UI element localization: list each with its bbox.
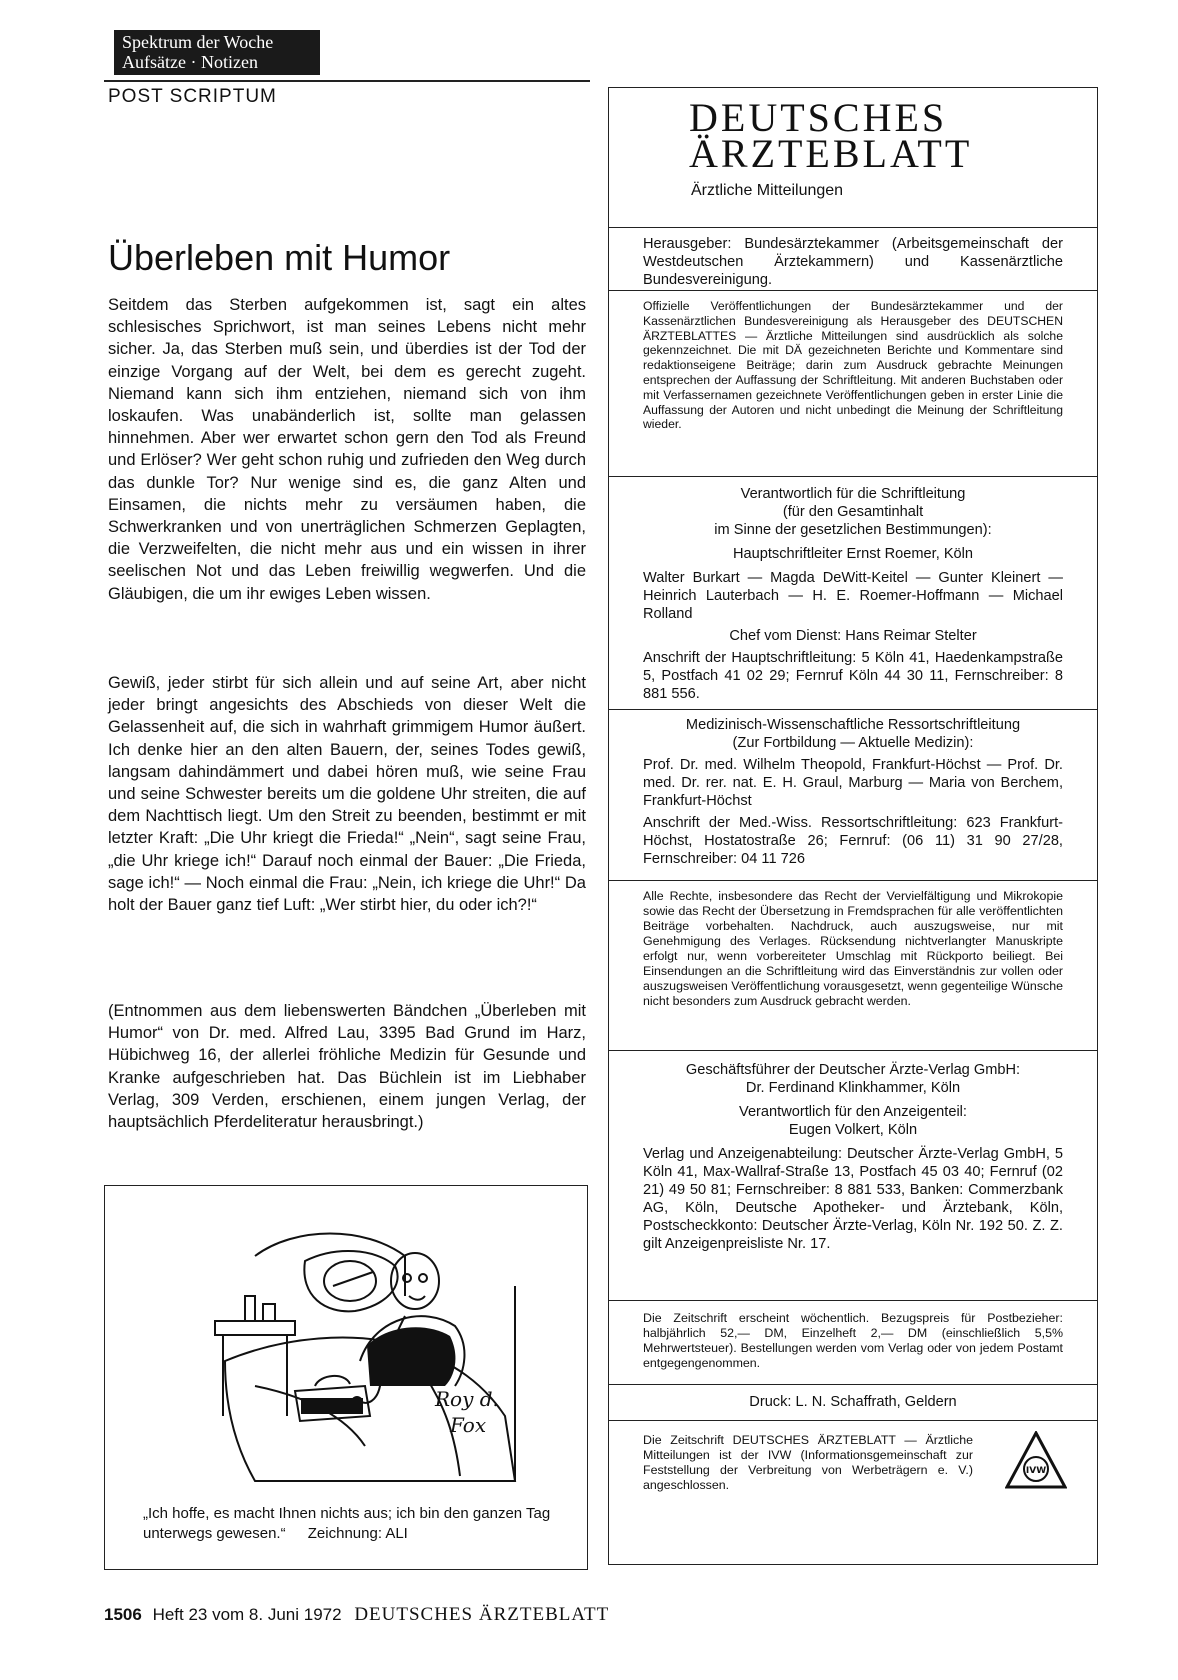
ivw-logo-icon	[1005, 1431, 1067, 1491]
herausgeber-text: Herausgeber: Bundesärztekammer (Arbeitsgemeinschaft der Westdeutschen Ärztekammern) und Kassenärztliche Bundesvereinigung.	[643, 236, 1063, 288]
masthead-subtitle: Ärztliche Mitteilungen	[691, 182, 844, 199]
masthead-title-line-1: DEUTSCHES	[689, 95, 948, 140]
article-paragraph-2: Gewiß, jeder stirbt für sich allein und auf seine Art, aber nicht jeder bringt angesichts des Abschieds von dieser Welt die Gelassenheit auf, die sich in wahrhaft grimmigem Humor äußert. Ich denke hier an den alten Bauern, der, seines Todes gewiß, langsam dahindämmert und dabei hören muß, wie seine Frau und seine Schwester bereits um die goldene Uhr streiten, die auf dem Nachttisch liegt. Um den Streit zu beenden, bestimmt er mit letzter Kraft: „Die Uhr kriegt die Frieda!“ „Nein“, sagt seine Frau, „die Uhr kriege ich!“ Darauf noch einmal der Bauer: „Die Frieda, sage ich!“ — Noch einmal die Frau: „Nein, ich kriege die Uhr!“ Da holt der Bauer ganz tief Luft: „Wer stirbt hier, du oder ich?!“	[108, 674, 586, 915]
rubric-line-1: Spektrum der Woche	[122, 32, 274, 52]
article-title: Überleben mit Humor	[108, 237, 451, 278]
footer-journal: DEUTSCHES ÄRZTEBLATT	[354, 1604, 610, 1625]
cartoon-signature-2: Fox	[450, 1413, 487, 1437]
med-line-2: (Zur Fortbildung — Aktuelle Medizin):	[732, 735, 974, 751]
rechte-text: Alle Rechte, insbesondere das Recht der Vervielfältigung und Mikrokopie sowie das Recht der Übersetzung in Fremdsprachen für alle veröffentlichten Beiträge vorbehalten. Nachdruck, auch auszugsweise, nur mit Genehmigung des Verlages. Rücksendung nichtverlangter Manuskripte erfolgt nur, wenn vorbereiteter Umschlag mit Rückporto beiliegt. Bei Einsendungen an die Schriftleitung wird das Einverständnis zur vollen oder auszugsweisen Veröffentlichung vorausgesetzt, wenn gegenteilige Wünsche nicht besonders zum Ausdruck gebracht werden.	[643, 889, 1063, 1008]
impressum-herausgeber	[609, 231, 1097, 291]
article-paragraph-1: Seitdem das Sterben aufgekommen ist, sagt ein altes schlesisches Sprichwort, ist man seines Lebens nicht mehr sicher. Ja, das Sterben muß sein, und überdies ist der Tod der einzige Vorgang auf der Welt, bei dem es gerecht zugeht. Niemand kann sich ihm entziehen, niemand sich von ihm loskaufen. Was unabänderlich ist, sollte man gelassen hinnehmen. Aber wer erwartet schon gern den Tod als Freund und Erlöser? Wer geht schon ruhig und zufrieden den Weg durch das dunkle Tor? Nur wenige sind es, die ganz Alten und Einsamen, die nichts mehr zu versäumen haben, die Schwerkranken und von unerträglichen Schmerzen Geplagten, die Verzweifelten, die nicht mehr aus und ein wissen in ihrer seelischen Not und das Leben freiwillig wegwerfen. Und die Gläubigen, die um ihr ewiges Leben wissen.	[108, 296, 586, 603]
verlag-text: Verlag und Anzeigenabteilung: Deutscher Ärzte-Verlag GmbH, 5 Köln 41, Max-Wallraf-Straße 13, Postfach 45 03 40; Fernruf (02 21) 49 50 81; Fernschreiber: 8 881 533, Banken: Commerzbank AG, Köln, Deutsche Apotheker- und Ärztebank, Köln, Postscheckkonto: Deutscher Ärzte-Verlag, Köln Nr. 192 50. Z. Z. gilt Anzeigenpreisliste Nr. 17.	[643, 1146, 1063, 1252]
anschrift-hauptschriftleitung: Anschrift der Hauptschriftleitung: 5 Köln 41, Haedenkampstraße 5, Postfach 41 02 29; Fernruf Köln 44 30 11, Fernschreiber: 8 881 556.	[643, 650, 1063, 702]
page-footer	[104, 1604, 609, 1626]
verantwortlich-line-3: im Sinne der gesetzlichen Bestimmungen):	[714, 522, 992, 538]
rubric-box	[114, 30, 320, 75]
caption-text: „Ich hoffe, es macht Ihnen nichts aus; ich bin den ganzen Tag unterwegs gewesen.“	[143, 1505, 551, 1542]
redakteure: Walter Burkart — Magda DeWitt-Keitel — Gunter Kleinert — Heinrich Lauterbach — H. E. Roemer-Hoffmann — Michael Rolland	[643, 570, 1063, 622]
section-label: POST SCRIPTUM	[108, 86, 277, 107]
impressum-bezug	[609, 1301, 1097, 1385]
cartoon-caption	[143, 1504, 563, 1544]
bezug-text: Die Zeitschrift erscheint wöchentlich. Bezugspreis für Postbezieher: halbjährlich 52,— DM, Einzelheft 2,— DM (einschließlich 5,5% Mehrwertsteuer). Bestellungen werden vom Verlag oder von jedem Postamt entgegengenommen.	[643, 1311, 1063, 1370]
masthead-title-line-2: ÄRZTEBLATT	[689, 131, 973, 176]
med-line-1: Medizinisch-Wissenschaftliche Ressortschriftleitung	[685, 717, 1021, 733]
ivw-logo-text: IVW	[1025, 1466, 1047, 1476]
geschaeftsfuehrer-line-2: Dr. Ferdinand Klinkhammer, Köln	[745, 1080, 961, 1096]
cartoon-drawing	[105, 1186, 589, 1496]
impressum-box	[608, 87, 1098, 1565]
anzeigen-line-2: Eugen Volkert, Köln	[788, 1122, 918, 1138]
header-rule	[104, 80, 590, 82]
masthead	[609, 88, 1097, 228]
verantwortlich-line-1: Verantwortlich für die Schriftleitung	[740, 486, 966, 502]
impressum-ivw	[609, 1421, 1097, 1501]
impressum-schriftleitung	[609, 477, 1097, 710]
impressum-offizielle	[609, 291, 1097, 477]
anzeigen-line-1: Verantwortlich für den Anzeigenteil:	[739, 1104, 967, 1120]
verantwortlich-line-2: (für den Gesamtinhalt	[782, 504, 924, 520]
med-anschrift: Anschrift der Med.-Wiss. Ressortschriftleitung: 623 Frankfurt-Höchst, Hostatostraße 26; Fernruf: (06 11) 31 90 27/28, Fernschreiber: 04 11 726	[643, 815, 1063, 867]
issue-info: Heft 23 vom 8. Juni 1972	[152, 1605, 342, 1624]
impressum-druck	[609, 1385, 1097, 1421]
impressum-med-wiss	[609, 710, 1097, 881]
offizielle-text: Offizielle Veröffentlichungen der Bundesärztekammer und der Kassenärztlichen Bundesvereinigung als Herausgeber des DEUTSCHEN ÄRZTEBLATTES — Ärztliche Mitteilungen sind ausdrücklich als solche gekennzeichnet. Die mit DÄ gezeichneten Berichte und Kommentare sind redaktionseigene Beiträge; darin zum Ausdruck gebrachte Meinungen entsprechen der Auffassung der Schriftleitung. Mit anderen Buchstaben oder mit Verfassernamen gezeichnete Veröffentlichungen geben in erster Linie die Auffassung der Autoren und nicht unbedingt die Meinung der Schriftleitung wieder.	[643, 299, 1063, 432]
cartoon-frame	[104, 1185, 588, 1570]
med-namen: Prof. Dr. med. Wilhelm Theopold, Frankfurt-Höchst — Prof. Dr. med. Dr. rer. nat. E. H. Graul, Marburg — Maria von Berchem, Frankfurt-Höchst	[643, 757, 1063, 809]
chef-vom-dienst: Chef vom Dienst: Hans Reimar Stelter	[729, 628, 977, 644]
page-number: 1506	[104, 1605, 142, 1624]
rubric-line-2: Aufsätze · Notizen	[122, 52, 258, 72]
impressum-rechte	[609, 881, 1097, 1051]
impressum-verlag	[609, 1051, 1097, 1301]
druck-text: Druck: L. N. Schaffrath, Geldern	[749, 1394, 957, 1410]
hauptschriftleiter: Hauptschriftleiter Ernst Roemer, Köln	[732, 546, 974, 562]
article-paragraph-3: (Entnommen aus dem liebenswerten Bändchen „Überleben mit Humor“ von Dr. med. Alfred Lau, 3395 Bad Grund im Harz, Hübichweg 16, der allerlei fröhliche Medizin für Gesunde und Kranke aufgeschrieben hat. Das Büchlein ist im Liebhaber Verlag, 309 Verden, erschienen, einem jungen Verlag, der hauptsächlich Pferdeliteratur herausbringt.)	[108, 1002, 586, 1132]
masthead-title	[689, 95, 973, 176]
ivw-text: Die Zeitschrift DEUTSCHES ÄRZTEBLATT — Ärztliche Mitteilungen ist der IVW (Informationsgemeinschaft zur Feststellung der Verbreitung von Werbeträgern e. V.) angeschlossen.	[643, 1433, 973, 1492]
caption-credit: Zeichnung: ALI	[307, 1525, 408, 1542]
cartoon-signature-1: Roy d.	[435, 1387, 499, 1411]
geschaeftsfuehrer-line-1: Geschäftsführer der Deutscher Ärzte-Verlag GmbH:	[685, 1062, 1021, 1078]
